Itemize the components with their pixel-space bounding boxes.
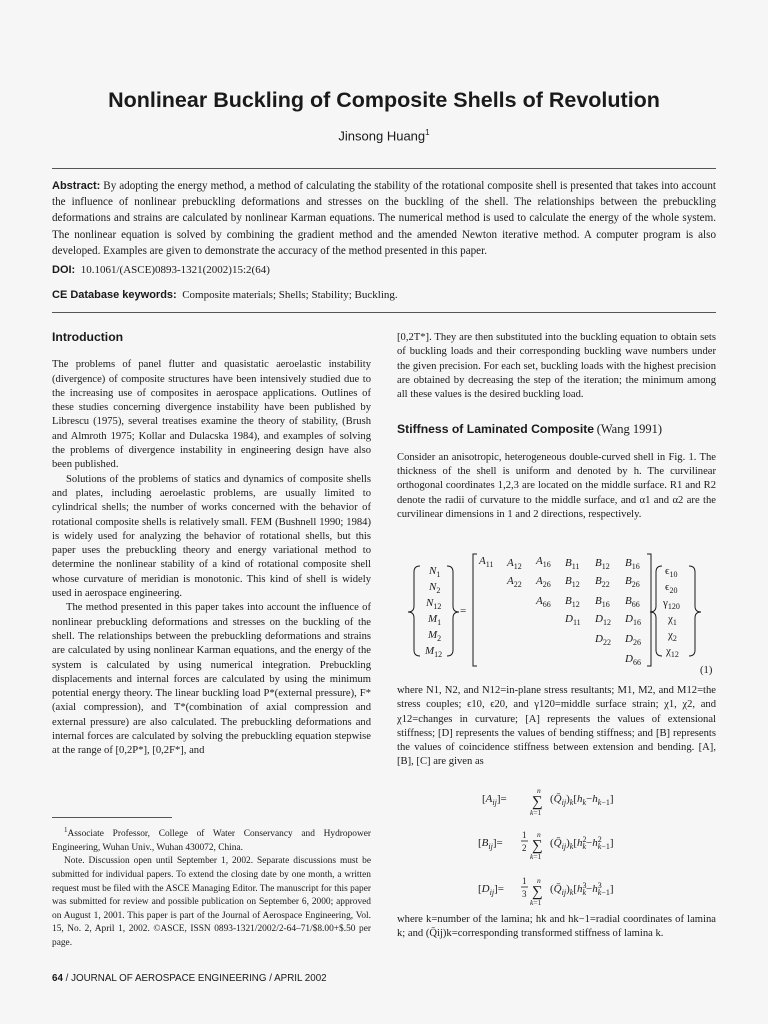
equation-1-number: (1) xyxy=(700,665,713,676)
svg-text:A11: $A_{11}$ xyxy=(479,555,494,569)
abstract-text: By adopting the energy method, a method of calculating the stability of the rotational composite shell is presented that takes into account the influence of nonlinear prebuckling deformations and stresses on the buckling of the shell. The relationships between the prebuckling deformations and strains are calculated by nonlinear Karman equations. The numerical method is used to calculate the energy of the whole system. The nonlinear equation is solved by combining the gradient method and the amended Newton iterative method. A computer program is also developed. Examples are given to demonstrate the accuracy of the method presented in this paper. xyxy=(52,180,716,257)
svg-text:B16: $B_{16}$ xyxy=(595,595,610,609)
svg-text:1: 1 xyxy=(522,876,527,886)
svg-text:D12: $D_{12}$ xyxy=(595,613,611,627)
footnote-mark: 1 xyxy=(64,826,68,834)
intro-paragraph-1: The problems of panel flutter and quasistatic aeroelastic instability (divergence) of composite structures have been intensively studied due to the increasing use of composites in aerospace applications. Outlines of these studies concerning divergence instability have been published by Librescu (1975), several treatises examine the theory of stability, (Brush and Almroth 1975; Kollar and Dulacska 1984), and examples of solving the problems of divergence instability in engineering design have also been published. xyxy=(52,359,371,471)
right-column-middle xyxy=(397,684,716,770)
svg-text:B12: $B_{12}$ xyxy=(595,557,610,571)
right-paragraph-4: where k=number of the lamina; hk and hk−1=radial coordinates of lamina k; and (Q̄ij)k=corresponding transformed stiffness of lamina k. xyxy=(397,914,716,940)
svg-text:[Bij]=: $[B_{ij}]=$ xyxy=(478,837,503,851)
svg-text:M1: $M_1$ xyxy=(428,613,442,627)
svg-text:N12: $N_{12}$ xyxy=(426,597,442,611)
svg-text:A22: $A_{22}$ xyxy=(507,575,522,589)
svg-text:B26: $B_{26}$ xyxy=(625,575,640,589)
top-rule xyxy=(52,168,716,169)
abstract xyxy=(52,178,716,259)
abstract-label: Abstract: xyxy=(52,180,101,192)
author-name: Jinsong Huang xyxy=(338,128,426,144)
keywords-value: Composite materials; Shells; Stability; Buckling. xyxy=(182,289,398,301)
svg-text:1: 1 xyxy=(522,830,527,840)
svg-text:γ120: $\gamma_{120}$ xyxy=(663,597,680,611)
svg-text:D16: $D_{16}$ xyxy=(625,613,641,627)
svg-text:B22: $B_{22}$ xyxy=(595,575,610,589)
svg-text:ϵ20: $\epsilon_{20}$ xyxy=(665,581,678,595)
footnotes xyxy=(52,824,371,950)
intro-paragraph-2: Solutions of the problems of statics and dynamics of composite shells and plates, including aeroelastic problems, are usually limited to cylindrical shells; the number of works concerned with the behavior of rotational composite shells is relatively small. FEM (Bushnell 1990; 1984) is widely used for analyzing the behavior of rotational shells, but this paper uses the prebuckling theory and energy variational method to determine the nonlinear stability of a kind of rotational composite shell whose curvature of meridian is monotonic. This kind of shell is widely used in aerospace engineering. xyxy=(52,473,371,600)
keywords-line xyxy=(52,289,398,301)
svg-text:D66: $D_{66}$ xyxy=(625,653,641,667)
right-column-top xyxy=(397,331,716,522)
equation-1-matrix xyxy=(397,550,716,680)
svg-text:[Aij]=: $[A_{ij}]=$ xyxy=(482,793,507,807)
footnote-note: Note. Discussion open until September 1, 2002. Separate discussions must be submitted for individual papers. To extend the closing date by one month, a written request must be filed with the ASCE Managing Editor. The manuscript for this paper was submitted for review and possible publication on September 6, 2000; approved on August 1, 2001. This paper is part of the Journal of Aerospace Engineering, Vol. 15, No. 2, April 1, 2002. ©ASCE, ISSN 0893-1321/2002/2-64–71/$8.00+$.50 per page. xyxy=(52,856,371,948)
svg-text:∑: ∑ xyxy=(532,794,543,810)
page-number: 64 xyxy=(52,973,63,984)
svg-text:(Q̄ij)k[h2k−h2k−1]: $(Q̄_{ij})_k[h^2$ $k-h^2$ k−1] xyxy=(550,835,614,851)
doi-line xyxy=(52,264,270,276)
doi-value: 10.1061/(ASCE)0893-1321(2002)15:2(64) xyxy=(80,264,270,276)
svg-text:∑: ∑ xyxy=(532,838,543,854)
svg-text:B16: $B_{16}$ xyxy=(625,557,640,571)
svg-text:N2: $N_2$ xyxy=(429,581,441,595)
keywords-label: CE Database keywords: xyxy=(52,289,177,301)
right-paragraph-2: Consider an anisotropic, heterogeneous double-curved shell in Fig. 1. The thickness of the shell is uniform and denoted by h. The curvilinear orthogonal coordinates 1,2,3 are located on the middle surface. R1 and R2 denote the radii of curvature to the middle surface, and α1 and α2 are the curvilinear dimensions in 1 and 2 directions, respectively. xyxy=(397,451,716,520)
footnote-affiliation xyxy=(52,824,371,855)
svg-text:χ12: $\chi_{12}$ xyxy=(666,645,679,659)
svg-text:n: n xyxy=(537,876,541,885)
intro-paragraph-3: The method presented in this paper takes into account the influence of nonlinear prebuckling deformations and stresses on the buckling of the shell. The relationships between the prebuckling deformations and strains are calculated by using nonlinear Karman equations, and the energy of the system is calculated by using numerical integration. Prebuckling displacements and internal forces are calculated by using the minimum potential energy theory. The linear buckling load P*(external pressure), F*(axial compression), and T*(combination of axial compression and external pressure) are also calculated. The prebuckling deformations and internal forces are calculated by solving the prebuckling equation stepwise at the range of [0,2P*], [0,2F*], and xyxy=(52,602,371,757)
svg-text:χ1: $\chi_1$ xyxy=(668,613,677,627)
left-column xyxy=(52,330,371,759)
footnote-affiliation-text: Associate Professor, College of Water Conservancy and Hydropower Engineering, Wuhan Univ., Wuhan 430072, China. xyxy=(52,829,371,853)
section-heading-introduction: Introduction xyxy=(52,330,124,344)
right-paragraph-3: where N1, N2, and N12=in-plane stress resultants; M1, M2, and M12=the stress couples; ϵ10, ϵ20, and γ120=middle surface strain; χ1, χ2, and χ12=changes in curvature; [A] represents the values of extensional stiffness; [D] represents the values of bending stiffness; and [B] represents the values of coincidence stiffness between extension and bending. [A], [B], [C] are given as xyxy=(397,685,716,768)
stiffness-heading-ref: (Wang 1991) xyxy=(596,422,663,437)
svg-text:A66: $A_{66}$ xyxy=(536,595,551,609)
svg-text:∑: ∑ xyxy=(532,884,543,900)
svg-text:D22: $D_{22}$ xyxy=(595,633,611,647)
svg-text:B66: $B_{66}$ xyxy=(625,595,640,609)
abstract-bottom-rule xyxy=(52,312,716,313)
author-line xyxy=(0,128,768,143)
svg-text:χ2: $\chi_2$ xyxy=(668,629,677,643)
svg-text:A26: $A_{26}$ xyxy=(536,575,551,589)
paper-title: Nonlinear Buckling of Composite Shells of Revolution xyxy=(108,88,660,112)
svg-text:[Dij]=: $[D_{ij}]=$ xyxy=(478,883,504,897)
svg-text:M2: $M_2$ xyxy=(428,629,442,643)
stiffness-heading-text: Stiffness of Laminated Composite xyxy=(397,422,595,437)
svg-text:A12: $A_{12}$ xyxy=(507,557,522,571)
svg-text:n: n xyxy=(537,786,541,795)
right-paragraph-1: [0,2T*]. They are then substituted into the buckling equation to obtain sets of buckling loads and their corresponding buckling wave numbers under the given precision. For each set, buckling loads with the highest precision are obtained by decreasing the step of the iteration; the minimum among all these values is the desired buckling load. xyxy=(397,332,716,401)
svg-text:B12: $B_{12}$ xyxy=(565,595,580,609)
svg-text:B11: $B_{11}$ xyxy=(565,557,580,571)
svg-text:=: = xyxy=(460,605,467,617)
svg-text:2: 2 xyxy=(522,843,527,853)
svg-text:n: n xyxy=(537,830,541,839)
svg-text:D26: $D_{26}$ xyxy=(625,633,641,647)
right-column-bottom xyxy=(397,913,716,942)
section-heading-stiffness xyxy=(397,422,716,438)
svg-text:N1: $N_1$ xyxy=(429,565,441,579)
svg-text:3: 3 xyxy=(522,889,527,899)
svg-text:A16: $A_{16}$ xyxy=(536,555,551,569)
svg-text:D11: $D_{11}$ xyxy=(565,613,581,627)
svg-text:M12: $M_{12}$ xyxy=(425,645,443,659)
journal-footer-text: / JOURNAL OF AEROSPACE ENGINEERING / APRIL 2002 xyxy=(62,973,327,984)
svg-text:k=1: k=1 xyxy=(530,898,542,907)
svg-text:(Q̄ij)k[h3k−h3k−1]: $(Q̄_{ij})_k[h^3$ $k-h^3$ k−1] xyxy=(550,881,614,897)
svg-text:ϵ10: $\epsilon_{10}$ xyxy=(665,565,678,579)
svg-text:k=1: k=1 xyxy=(530,808,542,817)
footnote-rule xyxy=(52,817,172,818)
equations-abd xyxy=(470,780,690,910)
doi-label: DOI: xyxy=(52,264,76,276)
page-footer xyxy=(52,973,327,984)
svg-text:k=1: k=1 xyxy=(530,852,542,861)
svg-text:(Q̄ij)k[hk−hk−1]: $(Q̄_{ij})_k[h_k-h_{k-1}]$ xyxy=(550,793,614,807)
author-affiliation-mark: 1 xyxy=(425,128,430,137)
svg-text:B12: $B_{12}$ xyxy=(565,575,580,589)
